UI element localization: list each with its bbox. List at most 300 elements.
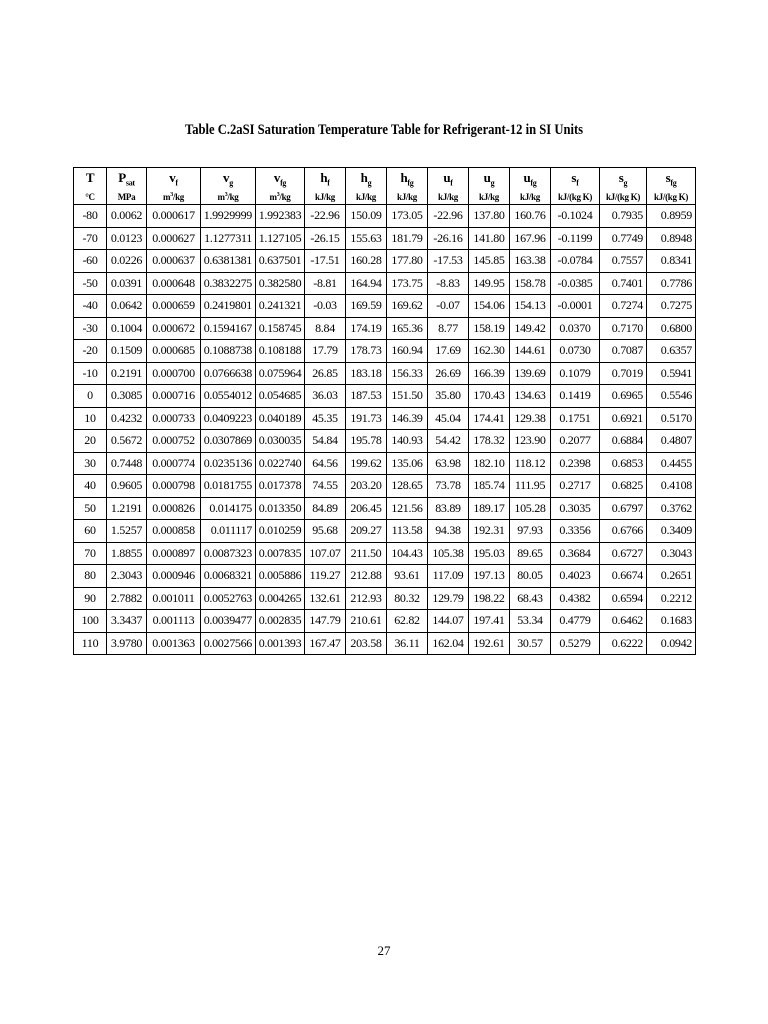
column-symbol: $v_f$ — [147, 168, 201, 191]
table-cell: 149.95 — [469, 272, 510, 295]
table-cell: 197.41 — [469, 610, 510, 633]
table-cell: 150.09 — [346, 205, 387, 228]
table-cell: 206.45 — [346, 497, 387, 520]
table-cell: -22.96 — [428, 205, 469, 228]
table-cell: 105.38 — [428, 542, 469, 565]
column-unit: kJ/(kg K) — [600, 190, 647, 205]
table-cell: 70 — [74, 542, 107, 565]
table-cell: 0.7749 — [600, 227, 647, 250]
table-row — [74, 542, 696, 565]
column-unit: kJ/kg — [510, 190, 551, 205]
table-cell: 68.43 — [510, 587, 551, 610]
table-cell: 198.22 — [469, 587, 510, 610]
table-cell: 0.030035 — [256, 430, 305, 453]
table-cell: 1.5257 — [107, 520, 147, 543]
table-cell: 0.7401 — [600, 272, 647, 295]
table-cell: 0.1004 — [107, 317, 147, 340]
table-cell: 169.62 — [387, 295, 428, 318]
table-cell: 210.61 — [346, 610, 387, 633]
table-cell: 80 — [74, 565, 107, 588]
table-cell: 0.3684 — [551, 542, 600, 565]
table-cell: 0.6357 — [647, 340, 696, 363]
table-cell: 174.41 — [469, 407, 510, 430]
table-cell: 0.7786 — [647, 272, 696, 295]
column-symbol: $s_{fg}$ — [647, 168, 696, 191]
table-cell: 144.07 — [428, 610, 469, 633]
table-cell: 0 — [74, 385, 107, 408]
table-cell: 0.0554012 — [201, 385, 256, 408]
table-cell: 0.000716 — [147, 385, 201, 408]
table-cell: -70 — [74, 227, 107, 250]
table-cell: 0.3762 — [647, 497, 696, 520]
table-row — [74, 587, 696, 610]
table-cell: 0.0181755 — [201, 475, 256, 498]
table-cell: 135.06 — [387, 452, 428, 475]
table-cell: 0.000897 — [147, 542, 201, 565]
table-cell: 104.43 — [387, 542, 428, 565]
table-cell: 3.3437 — [107, 610, 147, 633]
table-cell: 0.5546 — [647, 385, 696, 408]
saturation-table — [73, 167, 696, 655]
table-cell: 0.000659 — [147, 295, 201, 318]
table-cell: 0.6594 — [600, 587, 647, 610]
table-cell: 140.93 — [387, 430, 428, 453]
table-cell: 0.000858 — [147, 520, 201, 543]
table-cell: 93.61 — [387, 565, 428, 588]
table-cell: 94.38 — [428, 520, 469, 543]
table-cell: 0.0766638 — [201, 362, 256, 385]
table-cell: 0.9605 — [107, 475, 147, 498]
table-cell: -0.0001 — [551, 295, 600, 318]
table-cell: 149.42 — [510, 317, 551, 340]
table-cell: 141.80 — [469, 227, 510, 250]
column-unit: °C — [74, 190, 107, 205]
table-cell: 2.3043 — [107, 565, 147, 588]
table-cell: 0.7935 — [600, 205, 647, 228]
table-cell: 110 — [74, 632, 107, 655]
table-cell: 0.004265 — [256, 587, 305, 610]
table-cell: 0.0409223 — [201, 407, 256, 430]
table-cell: 0.7170 — [600, 317, 647, 340]
table-cell: 54.84 — [305, 430, 346, 453]
table-cell: 1.127105 — [256, 227, 305, 250]
table-cell: 0.001393 — [256, 632, 305, 655]
table-cell: 2.7882 — [107, 587, 147, 610]
table-cell: 0.0052763 — [201, 587, 256, 610]
table-cell: 1.1277311 — [201, 227, 256, 250]
table-cell: 53.34 — [510, 610, 551, 633]
table-cell: 0.1509 — [107, 340, 147, 363]
table-cell: 0.4779 — [551, 610, 600, 633]
table-cell: 165.36 — [387, 317, 428, 340]
table-cell: 1.9929999 — [201, 205, 256, 228]
table-cell: 162.04 — [428, 632, 469, 655]
table-cell: 0.013350 — [256, 497, 305, 520]
table-cell: 0.4108 — [647, 475, 696, 498]
table-cell: 158.19 — [469, 317, 510, 340]
table-cell: 0.0123 — [107, 227, 147, 250]
table-cell: 0.0370 — [551, 317, 600, 340]
table-row — [74, 295, 696, 318]
table-row — [74, 205, 696, 228]
table-cell: 0.2419801 — [201, 295, 256, 318]
table-cell: 192.61 — [469, 632, 510, 655]
table-cell: 151.50 — [387, 385, 428, 408]
table-cell: 0.637501 — [256, 250, 305, 273]
symbol-header-row — [74, 168, 696, 191]
table-cell: 0.0039477 — [201, 610, 256, 633]
table-cell: 0.4807 — [647, 430, 696, 453]
table-cell: 0.000733 — [147, 407, 201, 430]
table-cell: 0.1079 — [551, 362, 600, 385]
table-cell: 64.56 — [305, 452, 346, 475]
table-cell: 62.82 — [387, 610, 428, 633]
column-symbol: $s_f$ — [551, 168, 600, 191]
table-cell: 0.6766 — [600, 520, 647, 543]
table-cell: 178.73 — [346, 340, 387, 363]
table-cell: 8.77 — [428, 317, 469, 340]
table-cell: 35.80 — [428, 385, 469, 408]
table-cell: 121.56 — [387, 497, 428, 520]
table-cell: 0.001011 — [147, 587, 201, 610]
table-cell: 144.61 — [510, 340, 551, 363]
table-cell: 182.10 — [469, 452, 510, 475]
column-symbol: T — [74, 168, 107, 191]
table-cell: 129.79 — [428, 587, 469, 610]
table-cell: 0.0642 — [107, 295, 147, 318]
column-unit: kJ/(kg K) — [647, 190, 696, 205]
table-cell: 0.3409 — [647, 520, 696, 543]
table-cell: 0.001363 — [147, 632, 201, 655]
table-cell: 0.6674 — [600, 565, 647, 588]
table-cell: 36.11 — [387, 632, 428, 655]
table-cell: 0.002835 — [256, 610, 305, 633]
table-cell: -17.53 — [428, 250, 469, 273]
table-cell: 111.95 — [510, 475, 551, 498]
table-row — [74, 497, 696, 520]
table-cell: 97.93 — [510, 520, 551, 543]
table-cell: 0.7274 — [600, 295, 647, 318]
table-cell: 0.000826 — [147, 497, 201, 520]
table-cell: 0.007835 — [256, 542, 305, 565]
table-cell: 0.0087323 — [201, 542, 256, 565]
table-cell: 147.79 — [305, 610, 346, 633]
table-row — [74, 317, 696, 340]
table-cell: 0.000637 — [147, 250, 201, 273]
table-cell: 167.47 — [305, 632, 346, 655]
column-symbol: $u_g$ — [469, 168, 510, 191]
table-cell: 74.55 — [305, 475, 346, 498]
table-cell: 0.7448 — [107, 452, 147, 475]
table-row — [74, 340, 696, 363]
table-cell: 170.43 — [469, 385, 510, 408]
table-cell: 0.000685 — [147, 340, 201, 363]
table-cell: 0.0307869 — [201, 430, 256, 453]
table-cell: 0.014175 — [201, 497, 256, 520]
table-cell: 0.001113 — [147, 610, 201, 633]
table-cell: 0.0068321 — [201, 565, 256, 588]
table-cell: -8.83 — [428, 272, 469, 295]
table-cell: 0.158745 — [256, 317, 305, 340]
table-cell: -17.51 — [305, 250, 346, 273]
table-cell: 26.69 — [428, 362, 469, 385]
table-cell: 203.58 — [346, 632, 387, 655]
table-cell: 0.0027566 — [201, 632, 256, 655]
table-cell: 128.65 — [387, 475, 428, 498]
table-cell: 137.80 — [469, 205, 510, 228]
table-cell: 166.39 — [469, 362, 510, 385]
table-cell: 0.000774 — [147, 452, 201, 475]
table-row — [74, 430, 696, 453]
column-unit: kJ/kg — [346, 190, 387, 205]
table-cell: 89.65 — [510, 542, 551, 565]
table-cell: 0.2212 — [647, 587, 696, 610]
table-cell: 0.000672 — [147, 317, 201, 340]
table-row — [74, 407, 696, 430]
column-symbol: $u_{fg}$ — [510, 168, 551, 191]
table-cell: 195.78 — [346, 430, 387, 453]
table-cell: 0.0942 — [647, 632, 696, 655]
table-cell: -60 — [74, 250, 107, 273]
table-cell: 211.50 — [346, 542, 387, 565]
table-cell: 0.5941 — [647, 362, 696, 385]
table-cell: 119.27 — [305, 565, 346, 588]
table-cell: -0.07 — [428, 295, 469, 318]
table-cell: 0.6853 — [600, 452, 647, 475]
table-cell: -8.81 — [305, 272, 346, 295]
table-cell: 0.040189 — [256, 407, 305, 430]
table-cell: 1.2191 — [107, 497, 147, 520]
table-cell: -22.96 — [305, 205, 346, 228]
table-row — [74, 565, 696, 588]
table-cell: 123.90 — [510, 430, 551, 453]
table-cell: -0.0784 — [551, 250, 600, 273]
column-unit: kJ/kg — [387, 190, 428, 205]
table-cell: 0.5672 — [107, 430, 147, 453]
table-cell: 3.9780 — [107, 632, 147, 655]
column-unit: $m^3/kg$ — [201, 190, 256, 205]
table-cell: -50 — [74, 272, 107, 295]
table-cell: 84.89 — [305, 497, 346, 520]
table-cell: -0.1199 — [551, 227, 600, 250]
table-cell: 0.3832275 — [201, 272, 256, 295]
table-cell: 177.80 — [387, 250, 428, 273]
column-unit: kJ/kg — [428, 190, 469, 205]
table-cell: 189.17 — [469, 497, 510, 520]
table-cell: 63.98 — [428, 452, 469, 475]
column-symbol: $s_g$ — [600, 168, 647, 191]
column-symbol: $v_{fg}$ — [256, 168, 305, 191]
table-cell: 0.005886 — [256, 565, 305, 588]
table-cell: 192.31 — [469, 520, 510, 543]
table-cell: 95.68 — [305, 520, 346, 543]
table-cell: 0.4023 — [551, 565, 600, 588]
table-cell: 146.39 — [387, 407, 428, 430]
table-cell: 199.62 — [346, 452, 387, 475]
table-row — [74, 475, 696, 498]
table-cell: 0.1751 — [551, 407, 600, 430]
table-cell: 0.4232 — [107, 407, 147, 430]
table-cell: 145.85 — [469, 250, 510, 273]
table-cell: -40 — [74, 295, 107, 318]
table-cell: 173.05 — [387, 205, 428, 228]
table-cell: 54.42 — [428, 430, 469, 453]
table-cell: -26.16 — [428, 227, 469, 250]
column-symbol: $h_g$ — [346, 168, 387, 191]
table-cell: 0.0730 — [551, 340, 600, 363]
table-cell: 10 — [74, 407, 107, 430]
table-row — [74, 452, 696, 475]
table-cell: 0.2717 — [551, 475, 600, 498]
table-cell: 0.6381381 — [201, 250, 256, 273]
table-cell: 17.69 — [428, 340, 469, 363]
table-cell: 178.32 — [469, 430, 510, 453]
table-cell: 160.76 — [510, 205, 551, 228]
table-cell: -26.15 — [305, 227, 346, 250]
column-symbol: $h_{fg}$ — [387, 168, 428, 191]
table-cell: 0.5279 — [551, 632, 600, 655]
table-cell: 0.2651 — [647, 565, 696, 588]
table-cell: 0.0391 — [107, 272, 147, 295]
table-cell: 0.017378 — [256, 475, 305, 498]
table-cell: 117.09 — [428, 565, 469, 588]
table-cell: 73.78 — [428, 475, 469, 498]
table-row — [74, 362, 696, 385]
column-symbol: $v_g$ — [201, 168, 256, 191]
table-cell: -20 — [74, 340, 107, 363]
table-cell: 100 — [74, 610, 107, 633]
table-cell: 167.96 — [510, 227, 551, 250]
table-cell: 197.13 — [469, 565, 510, 588]
table-cell: 0.0235136 — [201, 452, 256, 475]
table-cell: 0.3085 — [107, 385, 147, 408]
table-cell: 154.06 — [469, 295, 510, 318]
table-cell: 191.73 — [346, 407, 387, 430]
table-cell: -10 — [74, 362, 107, 385]
table-cell: 20 — [74, 430, 107, 453]
table-cell: 0.011117 — [201, 520, 256, 543]
table-cell: 80.05 — [510, 565, 551, 588]
table-cell: 0.8959 — [647, 205, 696, 228]
table-cell: 0.8341 — [647, 250, 696, 273]
table-cell: 132.61 — [305, 587, 346, 610]
table-cell: 45.04 — [428, 407, 469, 430]
table-cell: 0.6797 — [600, 497, 647, 520]
table-cell: 0.8948 — [647, 227, 696, 250]
table-cell: 17.79 — [305, 340, 346, 363]
table-cell: 30 — [74, 452, 107, 475]
table-cell: 173.75 — [387, 272, 428, 295]
table-row — [74, 520, 696, 543]
table-cell: 0.7019 — [600, 362, 647, 385]
table-cell: 212.88 — [346, 565, 387, 588]
table-cell: 187.53 — [346, 385, 387, 408]
table-body — [74, 205, 696, 655]
table-cell: 0.054685 — [256, 385, 305, 408]
table-cell: 129.38 — [510, 407, 551, 430]
table-cell: 162.30 — [469, 340, 510, 363]
table-cell: 160.94 — [387, 340, 428, 363]
table-cell: 0.022740 — [256, 452, 305, 475]
table-cell: 209.27 — [346, 520, 387, 543]
table-cell: 36.03 — [305, 385, 346, 408]
table-cell: 212.93 — [346, 587, 387, 610]
table-cell: 0.010259 — [256, 520, 305, 543]
table-cell: 203.20 — [346, 475, 387, 498]
table-cell: -0.0385 — [551, 272, 600, 295]
table-cell: 174.19 — [346, 317, 387, 340]
table-cell: 154.13 — [510, 295, 551, 318]
table-cell: 0.3035 — [551, 497, 600, 520]
table-cell: 0.6825 — [600, 475, 647, 498]
table-cell: 1.8855 — [107, 542, 147, 565]
table-cell: 0.108188 — [256, 340, 305, 363]
column-unit: MPa — [107, 190, 147, 205]
table-cell: 0.000617 — [147, 205, 201, 228]
table-cell: 155.63 — [346, 227, 387, 250]
table-cell: 0.1683 — [647, 610, 696, 633]
column-symbol: $h_f$ — [305, 168, 346, 191]
table-cell: 0.0226 — [107, 250, 147, 273]
table-cell: 0.6800 — [647, 317, 696, 340]
table-row — [74, 227, 696, 250]
table-cell: 0.7087 — [600, 340, 647, 363]
table-cell: 50 — [74, 497, 107, 520]
table-cell: -30 — [74, 317, 107, 340]
unit-header-row — [74, 190, 696, 205]
table-cell: 139.69 — [510, 362, 551, 385]
table-cell: 164.94 — [346, 272, 387, 295]
table-row — [74, 610, 696, 633]
table-cell: 0.000798 — [147, 475, 201, 498]
table-cell: 0.241321 — [256, 295, 305, 318]
table-cell: 83.89 — [428, 497, 469, 520]
table-cell: 0.2398 — [551, 452, 600, 475]
table-cell: 0.075964 — [256, 362, 305, 385]
page-number: 27 — [377, 943, 391, 958]
table-cell: 40 — [74, 475, 107, 498]
table-cell: 195.03 — [469, 542, 510, 565]
table-cell: 107.07 — [305, 542, 346, 565]
table-cell: 134.63 — [510, 385, 551, 408]
table-cell: -0.03 — [305, 295, 346, 318]
table-cell: 0.7275 — [647, 295, 696, 318]
table-cell: 60 — [74, 520, 107, 543]
table-cell: 0.1594167 — [201, 317, 256, 340]
table-cell: 80.32 — [387, 587, 428, 610]
table-cell: 118.12 — [510, 452, 551, 475]
column-symbol: $P_{sat}$ — [107, 168, 147, 191]
table-cell: 0.000752 — [147, 430, 201, 453]
column-unit: kJ/kg — [305, 190, 346, 205]
column-unit: $m^3/kg$ — [256, 190, 305, 205]
table-cell: 0.6727 — [600, 542, 647, 565]
table-cell: 45.35 — [305, 407, 346, 430]
table-cell: 1.992383 — [256, 205, 305, 228]
table-row — [74, 272, 696, 295]
table-cell: 0.5170 — [647, 407, 696, 430]
table-cell: 0.3356 — [551, 520, 600, 543]
table-row — [74, 385, 696, 408]
table-cell: 0.7557 — [600, 250, 647, 273]
table-cell: 181.79 — [387, 227, 428, 250]
table-cell: 0.000700 — [147, 362, 201, 385]
table-cell: 0.1088738 — [201, 340, 256, 363]
table-cell: 183.18 — [346, 362, 387, 385]
column-unit: kJ/kg — [469, 190, 510, 205]
column-unit: $m^3/kg$ — [147, 190, 201, 205]
table-cell: 0.6884 — [600, 430, 647, 453]
